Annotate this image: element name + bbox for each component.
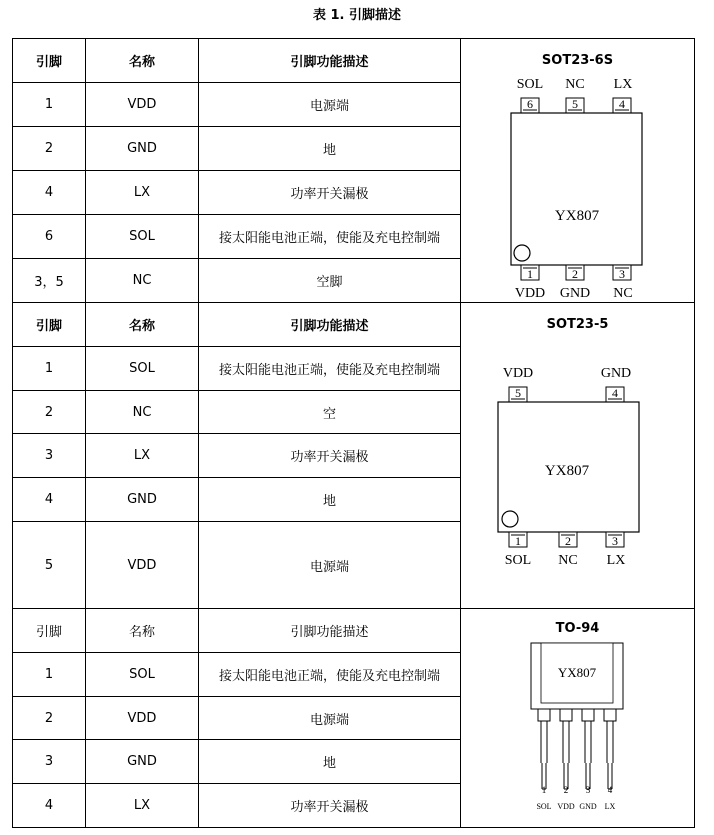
desc-cell: 空脚 xyxy=(199,259,461,303)
pin-description-table xyxy=(12,38,695,828)
pin-cell: 1 xyxy=(13,653,86,697)
pin-number: 3 xyxy=(612,534,618,548)
pin-name: SOL xyxy=(516,77,544,92)
pin-number: 4 xyxy=(619,97,625,111)
package-title: SOT23-6S xyxy=(541,53,614,68)
desc-cell: 功率开关漏极 xyxy=(199,171,461,215)
pin-number: 2 xyxy=(565,534,571,548)
pin-name: GND xyxy=(600,366,632,381)
pin-number: 4 xyxy=(607,785,613,795)
pin-cell: 4 xyxy=(13,478,86,522)
pin-cell: 2 xyxy=(13,391,86,434)
pin-cell: 3，5 xyxy=(13,259,86,303)
header-desc: 引脚功能描述 xyxy=(199,609,461,653)
package-cell-to-94 xyxy=(461,609,695,828)
pin-name: LX xyxy=(613,77,633,92)
name-cell: SOL xyxy=(86,653,199,697)
to-94-diagram xyxy=(461,641,693,826)
table-header-row xyxy=(13,39,695,83)
sot23-6s-diagram xyxy=(461,75,693,303)
header-pin: 引脚 xyxy=(13,609,86,653)
pin1-marker-icon xyxy=(514,245,530,261)
pin-name: GND xyxy=(579,802,597,811)
name-cell: SOL xyxy=(86,347,199,391)
pin-number: 3 xyxy=(585,785,591,795)
pin-number: 1 xyxy=(527,267,533,281)
pin-name: NC xyxy=(613,286,633,301)
pin-number: 2 xyxy=(563,785,569,795)
pin-name: NC xyxy=(565,77,585,92)
package-cell-sot23-6s xyxy=(461,39,695,303)
header-name: 名称 xyxy=(86,609,199,653)
pin1-marker-icon xyxy=(502,511,518,527)
pin-cell: 3 xyxy=(13,740,86,784)
pin-name: VDD xyxy=(514,286,546,301)
name-cell: GND xyxy=(86,127,199,171)
desc-cell: 接太阳能电池正端，使能及充电控制端 xyxy=(199,347,461,391)
chip-label: YX807 xyxy=(557,665,597,680)
name-cell: NC xyxy=(86,259,199,303)
table-caption: 表 1. 引脚描述 xyxy=(312,8,402,23)
sot23-5-diagram xyxy=(461,343,693,603)
chip-label: YX807 xyxy=(554,208,600,224)
pin-number: 6 xyxy=(527,97,533,111)
pin-cell: 2 xyxy=(13,697,86,740)
pin-cell: 2 xyxy=(13,127,86,171)
desc-cell: 地 xyxy=(199,127,461,171)
table-header-row xyxy=(13,303,695,347)
pin-name: LX xyxy=(606,553,626,568)
pin-number: 1 xyxy=(541,785,547,795)
pin-name: VDD xyxy=(502,366,534,381)
chip-body xyxy=(511,113,642,265)
desc-cell: 地 xyxy=(199,478,461,522)
pin-name: SOL xyxy=(504,553,532,568)
desc-cell: 电源端 xyxy=(199,697,461,740)
pin-name: SOL xyxy=(536,802,552,811)
package-cell-sot23-5 xyxy=(461,303,695,609)
header-desc: 引脚功能描述 xyxy=(199,39,461,83)
pin-number: 4 xyxy=(612,386,618,400)
pin-number: 3 xyxy=(619,267,625,281)
pin-cell: 1 xyxy=(13,83,86,127)
name-cell: LX xyxy=(86,171,199,215)
desc-cell: 接太阳能电池正端，使能及充电控制端 xyxy=(199,653,461,697)
name-cell: GND xyxy=(86,740,199,784)
pin-cell: 5 xyxy=(13,522,86,609)
pin-number: 2 xyxy=(572,267,578,281)
pin-name: VDD xyxy=(557,802,575,811)
name-cell: NC xyxy=(86,391,199,434)
name-cell: LX xyxy=(86,784,199,828)
pin-number: 5 xyxy=(572,97,578,111)
pin-cell: 3 xyxy=(13,434,86,478)
desc-cell: 电源端 xyxy=(199,83,461,127)
table-header-row xyxy=(13,609,695,653)
pin-number: 1 xyxy=(515,534,521,548)
desc-cell: 接太阳能电池正端，使能及充电控制端 xyxy=(199,215,461,259)
desc-cell: 电源端 xyxy=(199,522,461,609)
desc-cell: 功率开关漏极 xyxy=(199,784,461,828)
package-title: SOT23-5 xyxy=(546,317,609,332)
header-desc: 引脚功能描述 xyxy=(199,303,461,347)
pin-cell: 6 xyxy=(13,215,86,259)
pin-cell: 1 xyxy=(13,347,86,391)
header-pin: 引脚 xyxy=(13,303,86,347)
pin-name: LX xyxy=(604,802,616,811)
desc-cell: 空 xyxy=(199,391,461,434)
pin-cell: 4 xyxy=(13,784,86,828)
pin-name: NC xyxy=(558,553,578,568)
desc-cell: 地 xyxy=(199,740,461,784)
name-cell: VDD xyxy=(86,522,199,609)
pin-cell: 4 xyxy=(13,171,86,215)
header-pin: 引脚 xyxy=(13,39,86,83)
desc-cell: 功率开关漏极 xyxy=(199,434,461,478)
header-name: 名称 xyxy=(86,303,199,347)
name-cell: VDD xyxy=(86,83,199,127)
package-title: TO-94 xyxy=(555,621,600,636)
name-cell: GND xyxy=(86,478,199,522)
name-cell: LX xyxy=(86,434,199,478)
header-name: 名称 xyxy=(86,39,199,83)
pin-name: GND xyxy=(559,286,591,301)
name-cell: VDD xyxy=(86,697,199,740)
name-cell: SOL xyxy=(86,215,199,259)
pin-number: 5 xyxy=(515,386,521,400)
chip-label: YX807 xyxy=(544,463,590,479)
